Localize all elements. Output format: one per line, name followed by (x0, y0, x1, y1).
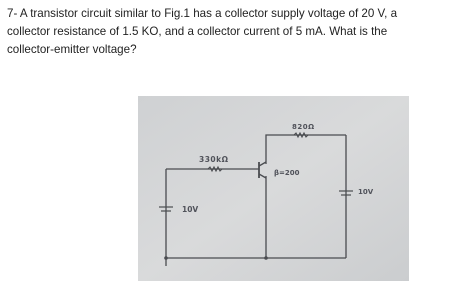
junction-dot (264, 256, 268, 260)
circuit-figure (138, 96, 409, 281)
question-line-3: collector-emitter voltage? (7, 43, 137, 56)
junction-dot (164, 256, 168, 260)
collector-supply-label: 10V (358, 188, 374, 196)
base-resistor-label: 330kΩ (199, 155, 229, 164)
question-line-1: 7- A transistor circuit similar to Fig.1 has a collector supply voltage of 20 V, a (7, 7, 398, 20)
question-text (7, 5, 457, 59)
beta-label: β=200 (274, 169, 300, 177)
collector-resistor-label: 820Ω (292, 123, 315, 131)
question-line-2: collector resistance of 1.5 KO, and a collector current of 5 mA. What is the (7, 25, 388, 38)
base-supply-label: 10V (182, 205, 199, 214)
